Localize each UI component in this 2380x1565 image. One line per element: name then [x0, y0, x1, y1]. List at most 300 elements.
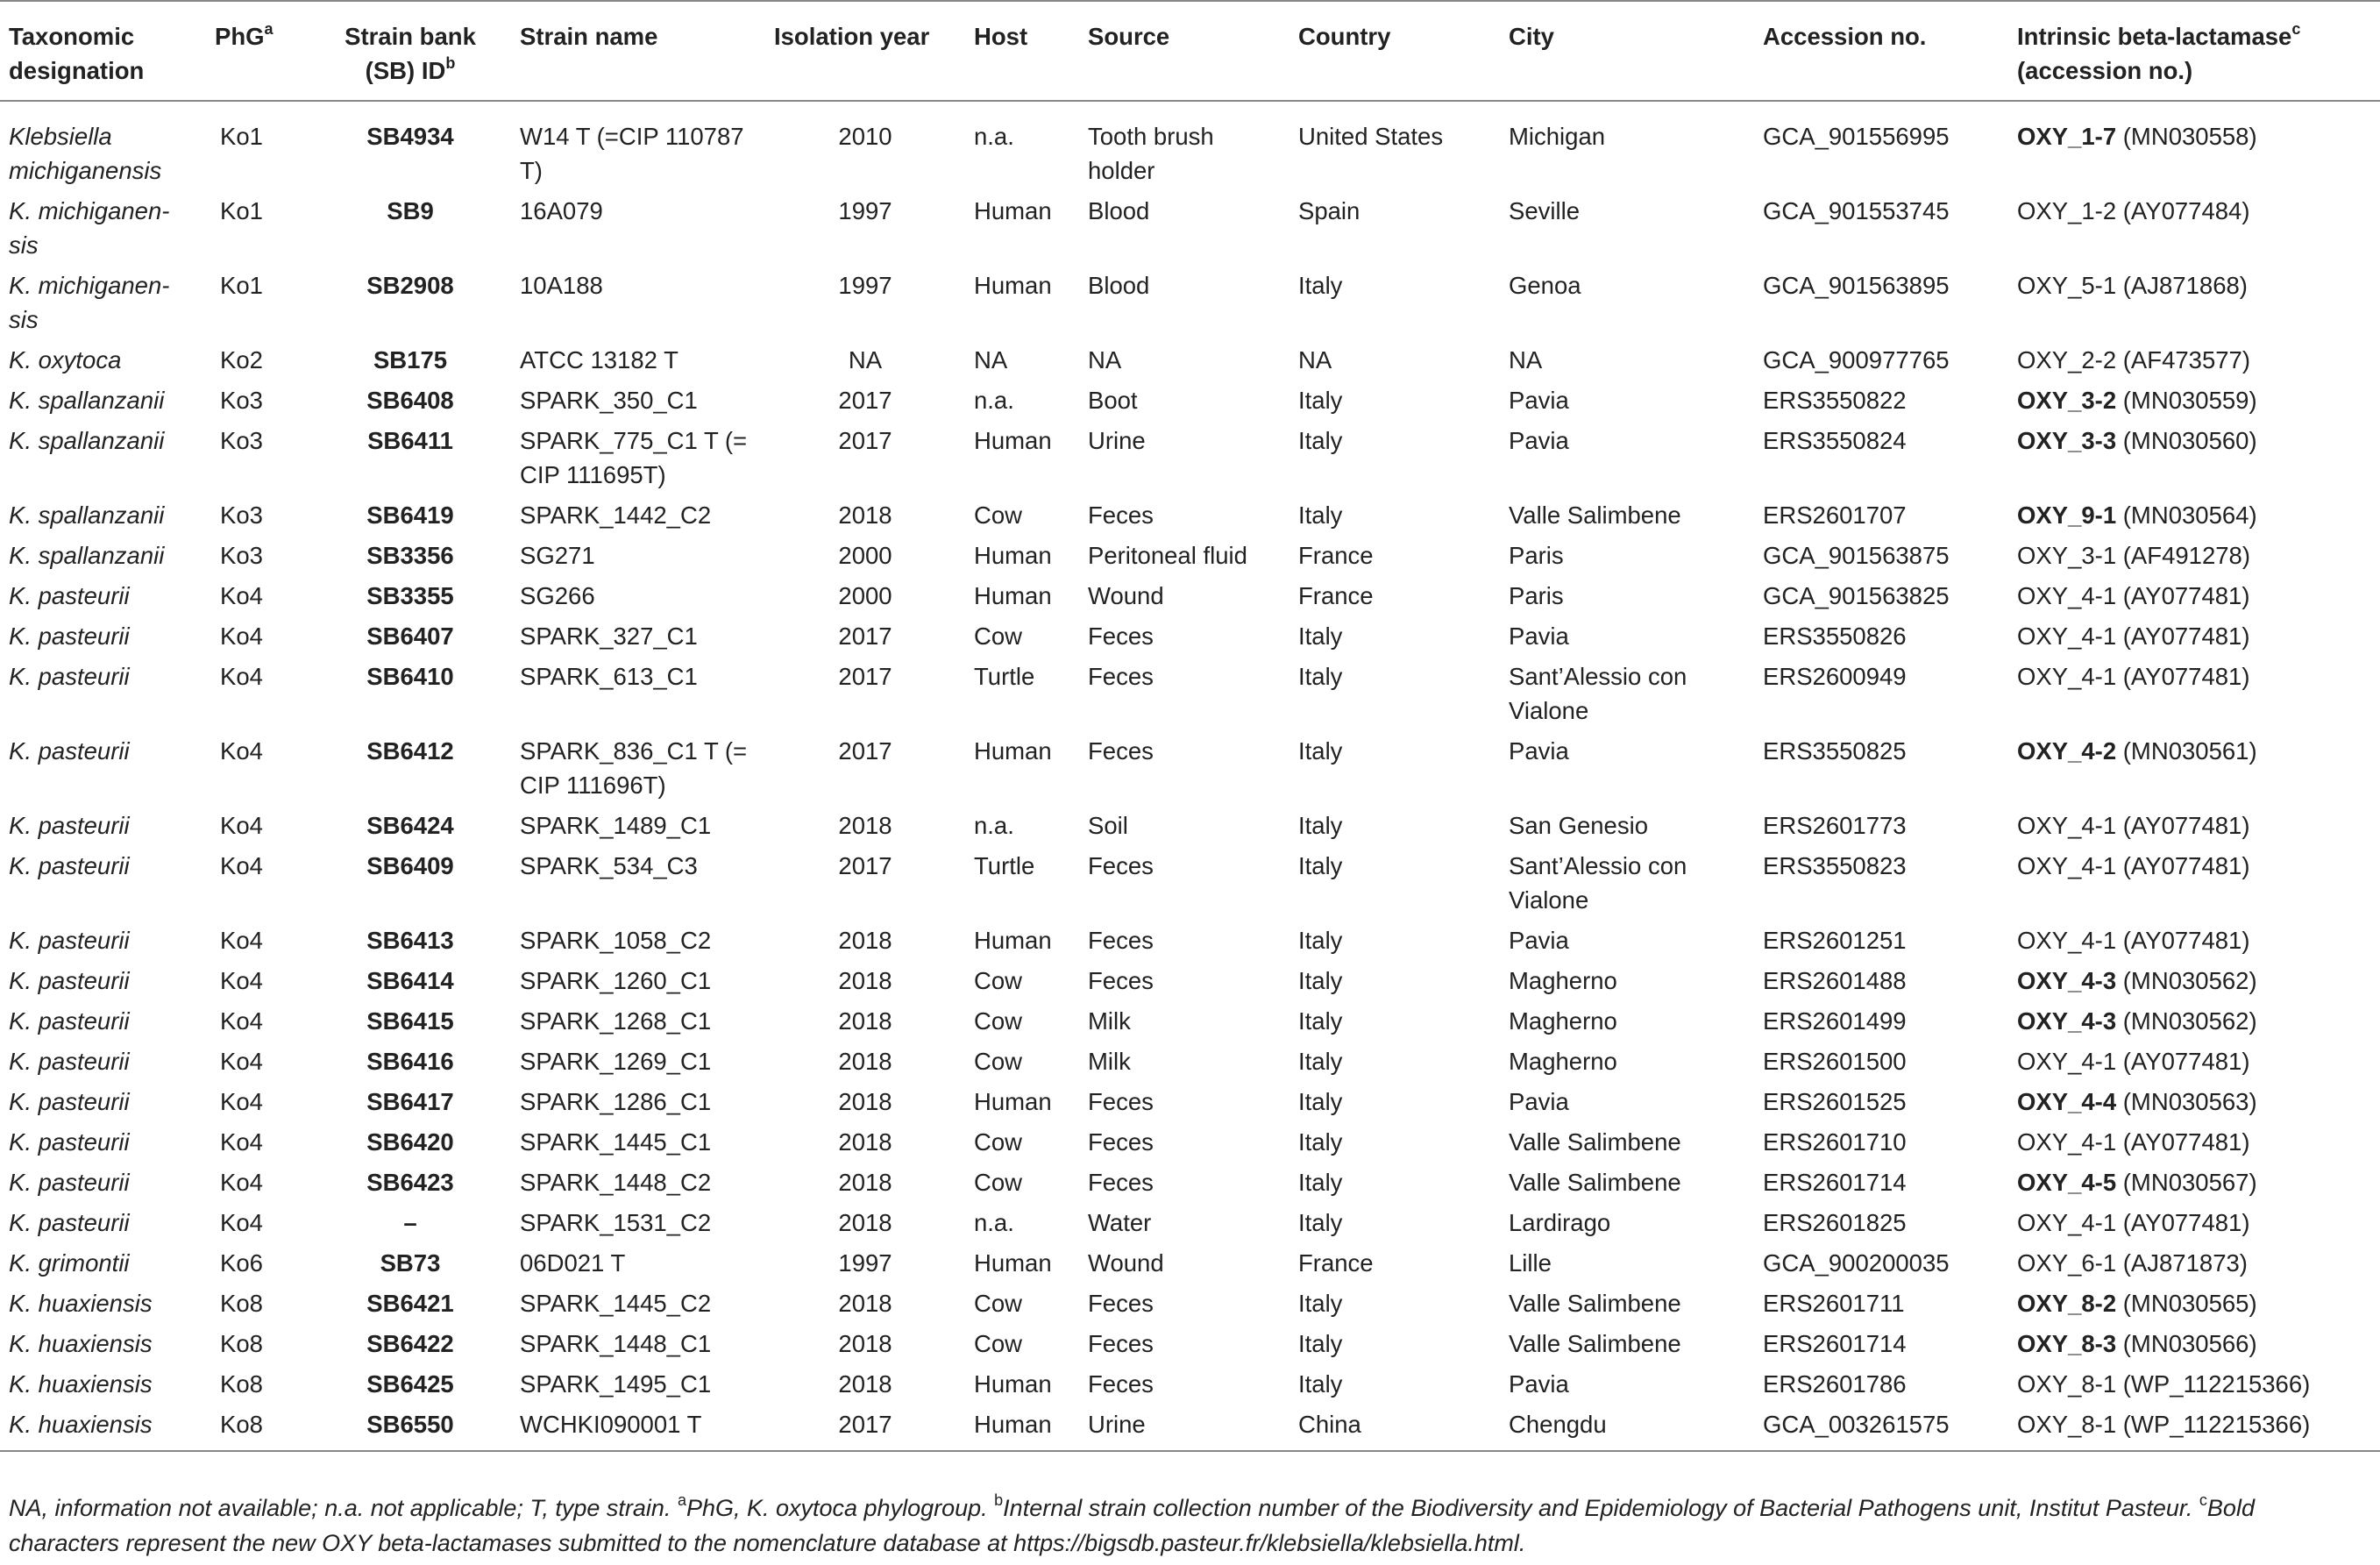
cell-accession: ERS3550825	[1763, 737, 1907, 765]
cell-city: Valle Salimbene	[1509, 1330, 1681, 1357]
cell-country: France	[1298, 582, 1374, 609]
beta-lactamase-name: OXY_4-1	[2017, 1209, 2117, 1236]
beta-lactamase-name: OXY_4-1	[2017, 812, 2117, 839]
beta-lactamase-name: OXY_4-1	[2017, 1048, 2117, 1075]
beta-lactamase-name: OXY_4-5	[2017, 1169, 2117, 1196]
cell-beta-lactamase	[2008, 1162, 2380, 1202]
cell-strain-name: SPARK_1448_C2	[520, 1169, 712, 1196]
cell-accession: ERS2601251	[1763, 927, 1907, 954]
beta-lactamase-accession: (AY077481)	[2116, 1209, 2250, 1236]
cell-beta-lactamase	[2008, 494, 2380, 535]
cell-isolation-year: 2018	[838, 1088, 892, 1115]
cell-source: Boot	[1088, 387, 1138, 414]
cell-country: Italy	[1298, 622, 1343, 650]
cell-beta-lactamase	[2008, 1202, 2380, 1242]
cell-taxonomic-designation: K. spallanzanii	[9, 502, 165, 529]
cell-strain-bank-id: SB6409	[366, 852, 454, 879]
cell-phg: Ko8	[220, 1290, 263, 1317]
beta-lactamase-name: OXY_3-3	[2017, 427, 2117, 454]
cell-beta-lactamase	[2008, 1121, 2380, 1162]
cell-beta-lactamase	[2008, 575, 2380, 615]
cell-source: Feces	[1088, 1290, 1154, 1317]
cell-country: Italy	[1298, 427, 1343, 454]
cell-host: Human	[965, 1404, 1079, 1451]
cell-country: Italy	[1298, 387, 1343, 414]
table-header	[0, 1, 2380, 101]
cell-country: Italy	[1298, 1209, 1343, 1236]
cell-phg: Ko4	[220, 737, 263, 765]
cell-strain-name: SPARK_1268_C1	[520, 1007, 712, 1035]
cell-strain-name: SPARK_1058_C2	[520, 927, 712, 954]
cell-source: Feces	[1088, 1088, 1154, 1115]
table-row	[0, 1283, 2380, 1323]
beta-lactamase-name: OXY_4-1	[2017, 1128, 2117, 1156]
cell-beta-lactamase	[2008, 101, 2380, 190]
beta-lactamase-accession: (AY077481)	[2116, 852, 2250, 879]
cell-strain-name: SPARK_1260_C1	[520, 967, 712, 994]
beta-lactamase-name: OXY_4-3	[2017, 967, 2117, 994]
beta-lactamase-accession: (MN030563)	[2116, 1088, 2257, 1115]
cell-country: Italy	[1298, 1290, 1343, 1317]
cell-beta-lactamase	[2008, 1242, 2380, 1283]
cell-accession: GCA_900977765	[1763, 346, 1950, 373]
cell-beta-lactamase	[2008, 1283, 2380, 1323]
cell-strain-bank-id: SB6550	[309, 1404, 511, 1451]
cell-accession: ERS3550822	[1763, 387, 1907, 414]
cell-taxonomic-designation: K. pasteurii	[9, 927, 130, 954]
cell-taxonomic-designation: K. pasteurii	[9, 663, 130, 690]
cell-strain-name: 16A079	[520, 197, 603, 224]
cell-accession: ERS2601499	[1763, 1007, 1907, 1035]
beta-lactamase-accession: (MN030565)	[2116, 1290, 2257, 1317]
cell-host: Human	[974, 272, 1052, 299]
beta-lactamase-name: OXY_4-3	[2017, 1007, 2117, 1035]
cell-source: Feces	[1088, 737, 1154, 765]
cell-source: Blood	[1088, 197, 1150, 224]
cell-host: Human	[974, 582, 1052, 609]
cell-source: Feces	[1088, 663, 1154, 690]
cell-source: Blood	[1088, 272, 1150, 299]
cell-country: France	[1298, 542, 1374, 569]
header-isolation-year: Isolation year	[765, 1, 965, 101]
cell-strain-bank-id: SB6412	[366, 737, 454, 765]
beta-lactamase-accession: (MN030559)	[2116, 387, 2257, 414]
cell-phg: Ko8	[206, 1404, 309, 1451]
cell-country: NA	[1298, 346, 1332, 373]
cell-taxonomic-designation: K. grimontii	[9, 1249, 130, 1277]
table-footnote: NA, information not available; n.a. not applicable; T, type strain. $^a$PhG, K. oxytoca phylogroup. $^b$Internal strain collection number of the Biodiversity and Epidemiology of Bacterial Pathogens unit, Institut Pasteur. $^c$Bold characters represent the new OXY beta-lactamases submitted to the nomenclature database at https://bigsdb.pasteur.fr/klebsiella/klebsiella.html.	[9, 1491, 2255, 1556]
cell-strain-bank-id: SB6420	[366, 1128, 454, 1156]
cell-city: Magherno	[1509, 1048, 1617, 1075]
cell-taxonomic-designation: K. pasteurii	[9, 737, 130, 765]
cell-host: Human	[974, 737, 1052, 765]
cell-accession: ERS2601500	[1763, 1048, 1907, 1075]
cell-host: Cow	[974, 1330, 1023, 1357]
cell-isolation-year: 2018	[838, 812, 892, 839]
table-row	[0, 730, 2380, 805]
cell-country: Italy	[1298, 1330, 1343, 1357]
cell-host: Human	[974, 1370, 1052, 1398]
cell-strain-bank-id: SB6410	[366, 663, 454, 690]
cell-taxonomic-designation: K. michiganen-sis	[9, 197, 170, 259]
cell-isolation-year: 2018	[838, 967, 892, 994]
cell-source: NA	[1088, 346, 1122, 373]
cell-source: Urine	[1088, 427, 1146, 454]
cell-accession: GCA_900200035	[1763, 1249, 1950, 1277]
cell-host: n.a.	[974, 1209, 1014, 1236]
table-row	[0, 265, 2380, 339]
cell-country: Italy	[1298, 737, 1343, 765]
cell-taxonomic-designation: K. huaxiensis	[9, 1370, 153, 1398]
cell-isolation-year: 2018	[838, 927, 892, 954]
cell-host: Cow	[974, 502, 1023, 529]
cell-country: Italy	[1298, 812, 1343, 839]
cell-isolation-year: 2018	[838, 1048, 892, 1075]
beta-lactamase-name: OXY_8-1	[2017, 1370, 2117, 1398]
table-row	[0, 1000, 2380, 1041]
cell-phg: Ko8	[220, 1330, 263, 1357]
cell-phg: Ko1	[220, 272, 263, 299]
cell-isolation-year: 2018	[838, 502, 892, 529]
cell-city: Valle Salimbene	[1509, 502, 1681, 529]
beta-lactamase-name: OXY_4-1	[2017, 927, 2117, 954]
cell-strain-name: SPARK_1489_C1	[520, 812, 712, 839]
cell-accession: ERS3550824	[1763, 427, 1907, 454]
cell-host: Human	[974, 542, 1052, 569]
table-row	[0, 101, 2380, 190]
beta-lactamase-name: OXY_4-1	[2017, 852, 2117, 879]
cell-host: Human	[974, 197, 1052, 224]
cell-strain-bank-id: SB4934	[366, 123, 454, 150]
cell-source: Feces	[1088, 1370, 1154, 1398]
beta-lactamase-name: OXY_8-2	[2017, 1290, 2117, 1317]
cell-taxonomic-designation: K. pasteurii	[9, 582, 130, 609]
cell-source: Milk	[1088, 1007, 1131, 1035]
cell-country: Spain	[1298, 197, 1361, 224]
cell-strain-bank-id: SB6413	[366, 927, 454, 954]
table-row	[0, 920, 2380, 960]
beta-lactamase-name: OXY_8-1	[2017, 1411, 2117, 1438]
beta-lactamase-name: OXY_4-1	[2017, 582, 2117, 609]
cell-city: Pavia	[1509, 622, 1569, 650]
cell-strain-name: SG271	[520, 542, 595, 569]
cell-strain-bank-id: SB6414	[366, 967, 454, 994]
cell-beta-lactamase	[2008, 265, 2380, 339]
cell-strain-bank-id: SB6421	[366, 1290, 454, 1317]
cell-city: Paris	[1509, 542, 1564, 569]
header-host: Host	[965, 1, 1079, 101]
cell-source: Feces	[1088, 1169, 1154, 1196]
cell-accession: ERS2601825	[1763, 1209, 1907, 1236]
beta-lactamase-accession: (MN030562)	[2116, 967, 2257, 994]
cell-country: Italy	[1298, 1088, 1343, 1115]
beta-lactamase-accession: (MN030561)	[2116, 737, 2257, 765]
cell-taxonomic-designation: K. spallanzanii	[9, 542, 165, 569]
cell-strain-name: 10A188	[520, 272, 603, 299]
cell-accession: GCA_003261575	[1754, 1404, 2008, 1451]
cell-phg: Ko8	[220, 1370, 263, 1398]
cell-source: Water	[1088, 1209, 1152, 1236]
cell-host: NA	[974, 346, 1008, 373]
cell-city: Pavia	[1509, 1370, 1569, 1398]
table-row	[0, 1162, 2380, 1202]
cell-beta-lactamase	[2008, 1081, 2380, 1121]
beta-lactamase-accession: (AY077484)	[2116, 197, 2250, 224]
beta-lactamase-name: OXY_4-4	[2017, 1088, 2117, 1115]
cell-beta-lactamase	[2008, 1041, 2380, 1081]
cell-taxonomic-designation: K. huaxiensis	[9, 1330, 153, 1357]
cell-strain-bank-id: SB6411	[367, 427, 453, 454]
cell-isolation-year: 2017	[838, 852, 892, 879]
cell-accession: ERS2600949	[1763, 663, 1907, 690]
cell-taxonomic-designation: K. pasteurii	[9, 852, 130, 879]
cell-beta-lactamase	[2008, 960, 2380, 1000]
cell-taxonomic-designation: K. pasteurii	[9, 1048, 130, 1075]
cell-source: Feces	[1088, 967, 1154, 994]
cell-strain-name: 06D021 T	[520, 1249, 626, 1277]
table-row	[0, 1404, 2380, 1451]
cell-beta-lactamase	[2008, 920, 2380, 960]
cell-phg: Ko4	[220, 1088, 263, 1115]
header-phg: PhG$^a$	[206, 1, 309, 101]
cell-beta-lactamase	[2008, 845, 2380, 920]
cell-source: Wound	[1088, 1249, 1164, 1277]
table-row	[0, 420, 2380, 494]
cell-host: Cow	[974, 622, 1023, 650]
cell-phg: Ko4	[220, 1209, 263, 1236]
header-row	[0, 1, 2380, 101]
cell-source: Peritoneal fluid	[1088, 542, 1247, 569]
beta-lactamase-accession: (AY077481)	[2116, 927, 2250, 954]
table-row	[0, 190, 2380, 265]
beta-lactamase-name: OXY_4-2	[2017, 737, 2117, 765]
cell-source: Feces	[1088, 622, 1154, 650]
table-row	[0, 656, 2380, 730]
cell-accession: ERS2601525	[1763, 1088, 1907, 1115]
cell-accession: GCA_901563875	[1763, 542, 1950, 569]
cell-accession: GCA_901563825	[1763, 582, 1950, 609]
cell-strain-bank-id: SB3356	[366, 542, 454, 569]
cell-accession: ERS2601710	[1763, 1128, 1907, 1156]
cell-city: Michigan	[1509, 123, 1606, 150]
cell-strain-bank-id: SB2908	[366, 272, 454, 299]
header-country: Country	[1289, 1, 1500, 101]
cell-host: Cow	[974, 967, 1023, 994]
cell-isolation-year: 2018	[838, 1209, 892, 1236]
cell-country: Italy	[1298, 1128, 1343, 1156]
cell-strain-name: WCHKI090001 T	[511, 1404, 765, 1451]
cell-host: Turtle	[974, 663, 1035, 690]
cell-host: Human	[974, 927, 1052, 954]
cell-accession: ERS2601711	[1763, 1290, 1905, 1317]
cell-beta-lactamase	[2008, 1404, 2380, 1451]
cell-isolation-year: 1997	[838, 272, 892, 299]
cell-source: Soil	[1088, 812, 1128, 839]
beta-lactamase-accession: (AY077481)	[2116, 1048, 2250, 1075]
cell-city: Pavia	[1509, 387, 1569, 414]
table-body	[0, 101, 2380, 1451]
cell-country: Italy	[1298, 663, 1343, 690]
cell-host: Human	[974, 1249, 1052, 1277]
cell-phg: Ko4	[220, 1048, 263, 1075]
cell-strain-name: SPARK_534_C3	[520, 852, 698, 879]
cell-strain-name: SPARK_1445_C1	[520, 1128, 712, 1156]
beta-lactamase-accession: (AF491278)	[2116, 542, 2250, 569]
cell-city: Seville	[1509, 197, 1581, 224]
table-row	[0, 1081, 2380, 1121]
cell-country: Italy	[1298, 1370, 1343, 1398]
cell-isolation-year: 2017	[838, 427, 892, 454]
cell-strain-name: SPARK_836_C1 T (= CIP 111696T)	[520, 737, 748, 799]
cell-source: Milk	[1088, 1048, 1131, 1075]
beta-lactamase-name: OXY_6-1	[2017, 1249, 2117, 1277]
cell-country: Italy	[1298, 927, 1343, 954]
table-row	[0, 805, 2380, 845]
cell-strain-bank-id: SB6407	[366, 622, 454, 650]
table-row	[0, 615, 2380, 656]
cell-country: Italy	[1298, 502, 1343, 529]
cell-beta-lactamase	[2008, 1363, 2380, 1404]
cell-city: Valle Salimbene	[1509, 1128, 1681, 1156]
cell-strain-bank-id: SB6408	[366, 387, 454, 414]
cell-taxonomic-designation: Klebsiella michiganensis	[9, 123, 162, 184]
cell-strain-bank-id: SB6415	[366, 1007, 454, 1035]
cell-source: Feces	[1088, 1128, 1154, 1156]
cell-strain-bank-id: SB6417	[366, 1088, 454, 1115]
cell-host: Turtle	[974, 852, 1035, 879]
cell-strain-bank-id: SB175	[373, 346, 448, 373]
table-row	[0, 1323, 2380, 1363]
beta-lactamase-name: OXY_2-2	[2017, 346, 2117, 373]
cell-taxonomic-designation: K. huaxiensis	[9, 1290, 153, 1317]
cell-city: Paris	[1509, 582, 1564, 609]
table-row	[0, 494, 2380, 535]
cell-city: NA	[1509, 346, 1543, 373]
cell-country: United States	[1298, 123, 1444, 150]
beta-lactamase-name: OXY_3-2	[2017, 387, 2117, 414]
beta-lactamase-name: OXY_4-1	[2017, 622, 2117, 650]
cell-strain-bank-id: SB9	[387, 197, 434, 224]
cell-city: Pavia	[1509, 737, 1569, 765]
cell-country: Italy	[1298, 1048, 1343, 1075]
cell-city: Chengdu	[1500, 1404, 1754, 1451]
cell-phg: Ko4	[220, 812, 263, 839]
cell-isolation-year: 2017	[838, 387, 892, 414]
cell-beta-lactamase	[2008, 656, 2380, 730]
cell-taxonomic-designation: K. pasteurii	[9, 1007, 130, 1035]
cell-taxonomic-designation: K. pasteurii	[9, 1128, 130, 1156]
beta-lactamase-name: OXY_1-7	[2017, 123, 2117, 150]
cell-strain-bank-id: SB6419	[366, 502, 454, 529]
cell-phg: Ko4	[220, 1007, 263, 1035]
header-strain-name: Strain name	[511, 1, 765, 101]
beta-lactamase-accession: (MN030558)	[2116, 123, 2257, 150]
cell-city: Sant’Alessio con Vialone	[1509, 852, 1687, 914]
beta-lactamase-accession: (AY077481)	[2116, 1128, 2250, 1156]
cell-strain-bank-id: SB73	[380, 1249, 441, 1277]
beta-lactamase-name: OXY_8-3	[2017, 1330, 2117, 1357]
cell-host: n.a.	[974, 123, 1014, 150]
cell-accession: ERS2601714	[1763, 1169, 1907, 1196]
cell-taxonomic-designation: K. oxytoca	[9, 346, 122, 373]
cell-taxonomic-designation: K. huaxiensis	[0, 1404, 206, 1451]
cell-taxonomic-designation: K. pasteurii	[9, 812, 130, 839]
cell-taxonomic-designation: K. michiganen-sis	[9, 272, 170, 333]
cell-taxonomic-designation: K. pasteurii	[9, 622, 130, 650]
beta-lactamase-accession: (WP_112215366)	[2116, 1370, 2311, 1398]
cell-strain-name: SG266	[520, 582, 595, 609]
cell-accession: ERS3550823	[1763, 852, 1907, 879]
cell-taxonomic-designation: K. pasteurii	[9, 1169, 130, 1196]
beta-lactamase-name: OXY_9-1	[2017, 502, 2117, 529]
cell-strain-name: SPARK_350_C1	[520, 387, 698, 414]
cell-phg: Ko3	[220, 427, 263, 454]
cell-strain-bank-id: SB6425	[366, 1370, 454, 1398]
cell-isolation-year: 2017	[765, 1404, 965, 1451]
cell-accession: ERS2601714	[1763, 1330, 1907, 1357]
header-city: City	[1500, 1, 1754, 101]
cell-beta-lactamase	[2008, 339, 2380, 380]
beta-lactamase-accession: (MN030566)	[2116, 1330, 2257, 1357]
cell-strain-name: ATCC 13182 T	[520, 346, 678, 373]
cell-city: Lille	[1509, 1249, 1552, 1277]
cell-isolation-year: 1997	[838, 1249, 892, 1277]
beta-lactamase-accession: (MN030560)	[2116, 427, 2257, 454]
header-accession: Accession no.	[1754, 1, 2008, 101]
cell-city: Pavia	[1509, 927, 1569, 954]
cell-accession: GCA_901553745	[1763, 197, 1950, 224]
cell-accession: ERS3550826	[1763, 622, 1907, 650]
cell-accession: GCA_901556995	[1763, 123, 1950, 150]
cell-phg: Ko4	[220, 1128, 263, 1156]
cell-strain-name: SPARK_1442_C2	[520, 502, 712, 529]
cell-strain-name: SPARK_775_C1 T (= CIP 111695T)	[520, 427, 748, 488]
cell-host: Cow	[974, 1048, 1023, 1075]
cell-isolation-year: 2018	[838, 1290, 892, 1317]
table-row	[0, 960, 2380, 1000]
cell-accession: ERS2601786	[1763, 1370, 1907, 1398]
cell-beta-lactamase	[2008, 730, 2380, 805]
cell-beta-lactamase	[2008, 420, 2380, 494]
cell-phg: Ko3	[220, 542, 263, 569]
cell-country: Italy	[1298, 852, 1343, 879]
beta-lactamase-accession: (AJ871873)	[2116, 1249, 2248, 1277]
header-source: Source	[1079, 1, 1289, 101]
cell-taxonomic-designation: K. pasteurii	[9, 967, 130, 994]
beta-lactamase-accession: (AY077481)	[2116, 582, 2250, 609]
cell-isolation-year: NA	[848, 346, 883, 373]
beta-lactamase-name: OXY_4-1	[2017, 663, 2117, 690]
cell-strain-name: SPARK_1495_C1	[520, 1370, 712, 1398]
cell-city: Sant’Alessio con Vialone	[1509, 663, 1687, 724]
cell-strain-name: W14 T (=CIP 110787 T)	[520, 123, 744, 184]
cell-beta-lactamase	[2008, 1000, 2380, 1041]
beta-lactamase-accession: (AY077481)	[2116, 663, 2250, 690]
cell-host: Human	[974, 1088, 1052, 1115]
table-row	[0, 1202, 2380, 1242]
cell-isolation-year: 2000	[838, 582, 892, 609]
cell-city: Magherno	[1509, 1007, 1617, 1035]
cell-source: Feces	[1088, 852, 1154, 879]
cell-host: n.a.	[974, 387, 1014, 414]
cell-strain-bank-id: SB3355	[366, 582, 454, 609]
cell-host: Cow	[974, 1128, 1023, 1156]
cell-phg: Ko3	[220, 387, 263, 414]
cell-accession: ERS2601773	[1763, 812, 1907, 839]
cell-strain-bank-id: –	[403, 1209, 417, 1236]
cell-host: Cow	[974, 1290, 1023, 1317]
cell-city: Lardirago	[1509, 1209, 1611, 1236]
